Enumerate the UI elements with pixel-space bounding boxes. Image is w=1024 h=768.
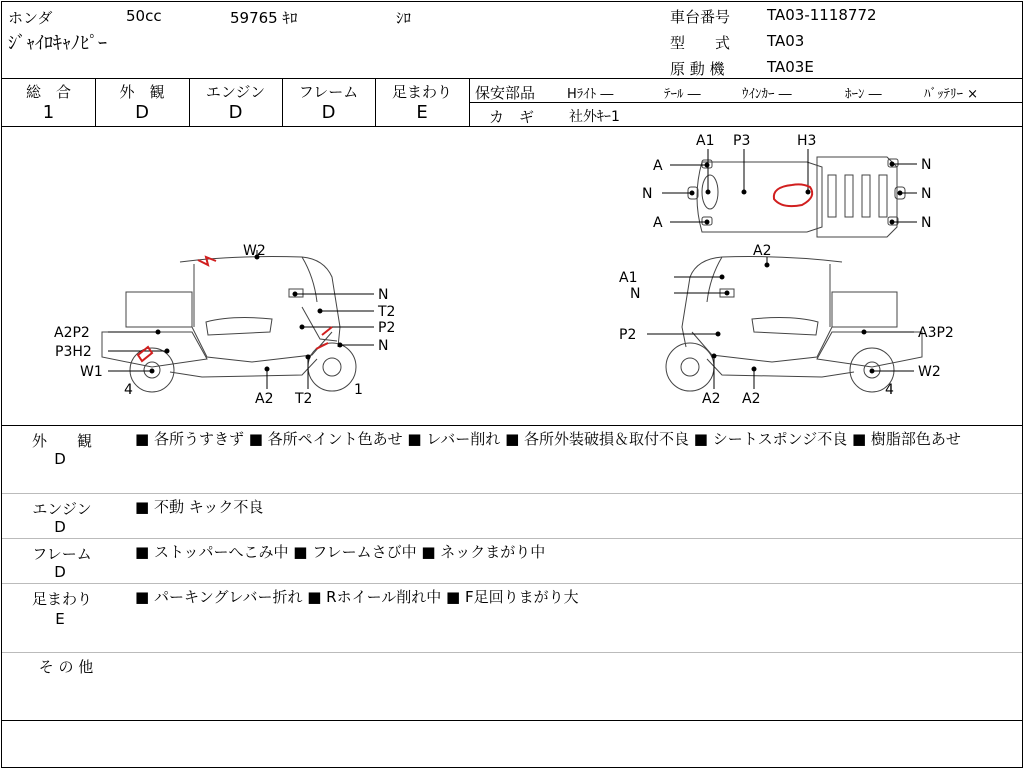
label-a2: A2 [742,391,761,407]
mileage: 59765 ｷﾛ [230,9,298,27]
exterior-grade: D [135,102,149,123]
safety-tail: ﾃｰﾙ ― [664,87,701,102]
label-a1: A1 [696,133,715,149]
label-a3p2: A3P2 [918,325,954,341]
inspection-sheet [1,1,1023,768]
divider [2,720,1022,721]
label-p3h2: P3H2 [55,344,92,360]
label-n: N [921,157,932,173]
key-value: 社外ｷｰ1 [569,109,620,125]
label-w2: W2 [243,243,266,259]
note-label: 足まわり [31,590,92,608]
label-t2: T2 [378,304,396,320]
note-suspension [2,586,1022,650]
divider [469,78,470,126]
label-p3: P3 [733,133,751,149]
frame-grade: D [321,102,336,123]
divider [2,583,1022,584]
divider [2,652,1022,653]
key-label: カ ギ [489,108,535,126]
suspension-grade-label: 足まわり [391,83,452,101]
frame-grade-label: フレーム [298,83,359,101]
label-a: A [653,215,663,231]
overall-label: 総 合 [25,83,71,101]
note-engine [2,496,1022,538]
label-a2: A2 [702,391,721,407]
note-text: ■ パーキングレバー折れ ■ Rホイール削れ中 ■ F足回りまがり大 [135,588,579,606]
exterior-label: 外 観 [119,83,165,101]
engine-grade: D [228,102,243,123]
label-t2: T2 [295,391,313,407]
note-label: フレーム [32,545,92,563]
label-a: A [653,158,663,174]
safety-headlight: Hﾗｲﾄ ― [567,87,614,102]
label-a2: A2 [255,391,274,407]
note-grade: D [54,563,66,581]
note-grade: E [55,610,65,628]
note-text: ■ 各所うすきず ■ 各所ペイント色あせ ■ レバー削れ ■ 各所外装破損＆取付不良 ■ シートスポンジ不良 ■ 樹脂部色あせ [135,430,961,448]
label-4: 4 [885,382,894,398]
frame-no: TA03-1118772 [767,6,877,24]
label-n: N [921,186,932,202]
divider [2,493,1022,494]
overall-grade: 1 [42,102,55,123]
safety-horn: ﾎｰﾝ ― [845,87,882,102]
label-w1: W1 [80,364,103,380]
damage-diagram [2,127,1022,425]
safety-battery: ﾊﾞｯﾃﾘｰ × [924,87,979,102]
label-n: N [921,215,932,231]
label-h3: H3 [797,133,817,149]
safety-winker: ｳｲﾝｶｰ ― [742,87,792,102]
note-grade: D [54,518,66,536]
label-n: N [630,286,641,302]
label-n: N [378,287,389,303]
divider [2,538,1022,539]
divider [2,78,1022,79]
engine-value: TA03E [767,58,814,76]
divider [2,425,1022,426]
type-label: 型 式 [670,34,731,52]
label-n: N [642,186,653,202]
note-other [2,656,1022,720]
label-w2: W2 [918,364,941,380]
displacement: 50cc [126,7,162,25]
scooter-left-view [102,257,356,392]
label-1: 1 [354,382,363,398]
label-p2: P2 [378,320,396,336]
model-name: ｼﾞｬｲﾛｷｬﾉﾋﾟｰ [8,33,107,54]
note-label: 外 観 [31,432,92,450]
note-text: ■ ストッパーへこみ中 ■ フレームさび中 ■ ネックまがり中 [135,543,546,561]
engine-grade-label: エンジン [205,83,266,101]
label-p2: P2 [619,327,637,343]
scooter-top-view [688,157,905,237]
maker: ホンダ [8,9,53,27]
suspension-grade: E [416,102,428,123]
frame-no-label: 車台番号 [670,8,731,26]
label-4: 4 [124,382,133,398]
note-label: そ の 他 [38,658,94,676]
note-exterior [2,428,1022,492]
engine-label: 原 動 機 [670,60,725,78]
note-frame [2,541,1022,583]
note-text: ■ 不動 キック不良 [135,498,264,516]
note-label: エンジン [32,500,92,518]
type-value: TA03 [767,32,805,50]
divider [470,102,1022,103]
label-n: N [378,338,389,354]
label-a2p2: A2P2 [54,325,90,341]
note-grade: D [54,450,66,468]
label-a2: A2 [753,243,772,259]
label-a1: A1 [619,270,638,286]
safety-label: 保安部品 [475,84,536,102]
color: ｼﾛ [396,9,412,27]
